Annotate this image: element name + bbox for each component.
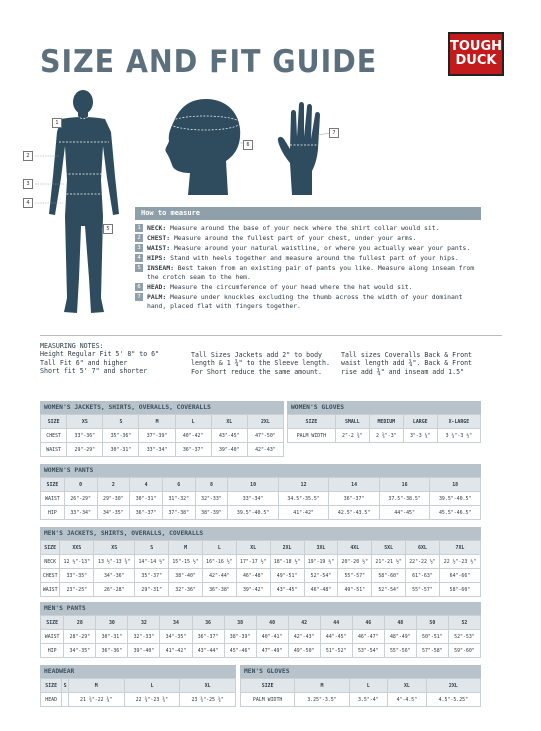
table-cell: 22 ½"-23 ½" bbox=[439, 555, 480, 569]
table-cell: 41"-42" bbox=[160, 644, 192, 658]
table-cell: 23"-25" bbox=[60, 583, 94, 597]
table-cell: L bbox=[124, 679, 180, 693]
table-cell: 37"-38" bbox=[162, 506, 195, 520]
table-cell: 2 bbox=[97, 478, 130, 492]
table-cell: 42"-43" bbox=[288, 630, 320, 644]
item-number: 6 bbox=[135, 283, 143, 291]
table-cell: 36"-37" bbox=[130, 506, 163, 520]
logo-line-1: TOUGH bbox=[450, 39, 503, 54]
table-cell: 0 bbox=[64, 478, 97, 492]
table-cell: 38 bbox=[224, 616, 256, 630]
table-cell: L bbox=[349, 679, 388, 693]
table-cell: 34"-35" bbox=[160, 630, 192, 644]
table-cell: 30"-31" bbox=[130, 492, 163, 506]
row-label-cell: CHEST bbox=[41, 569, 60, 583]
table-cell: 38"-39" bbox=[224, 630, 256, 644]
table-cell: 55"-56" bbox=[384, 644, 416, 658]
table-cell: 33"-34" bbox=[64, 506, 97, 520]
row-label-cell: WAIST bbox=[41, 630, 64, 644]
measuring-notes-col2 bbox=[191, 351, 341, 376]
table-cell: X-LARGE bbox=[437, 415, 480, 429]
measure-item-chest bbox=[135, 234, 485, 243]
mens-gloves-table bbox=[240, 678, 481, 707]
row-label-cell: HEAD bbox=[41, 693, 62, 707]
table-header-row bbox=[41, 541, 481, 555]
table-cell: 52"-54" bbox=[304, 569, 338, 583]
note-line: rise add ¾" and inseam add 1.5" bbox=[341, 367, 465, 376]
table-cell: M bbox=[295, 679, 349, 693]
how-to-measure-heading: How to measure bbox=[135, 207, 481, 220]
note-line: Short fit 5' 7" and shorter bbox=[40, 367, 148, 376]
table-cell: 4"-4.5" bbox=[388, 693, 427, 707]
row-label-cell: NECK bbox=[41, 555, 60, 569]
table-cell: 4XL bbox=[338, 541, 372, 555]
note-line: For Short reduce the same amount. bbox=[191, 367, 323, 376]
logo-line-2: DUCK bbox=[455, 53, 497, 68]
table-cell: 18 bbox=[430, 478, 481, 492]
table-cell: XL bbox=[180, 679, 236, 693]
measuring-notes-col1 bbox=[40, 342, 180, 376]
table-cell: 2 ¾"-3" bbox=[369, 429, 403, 443]
table-cell: 7XL bbox=[439, 541, 480, 555]
table-cell: 39.5"-40.5" bbox=[228, 506, 279, 520]
table-cell: 36"-37" bbox=[192, 630, 224, 644]
table-cell: 47"-50" bbox=[247, 429, 283, 443]
table-cell: 37.5"-38.5" bbox=[379, 492, 430, 506]
item-label: WAIST: bbox=[147, 244, 171, 253]
headwear-title: HEADWEAR bbox=[40, 665, 236, 678]
table-cell: 33"-34" bbox=[139, 443, 175, 457]
measure-item-head bbox=[135, 283, 485, 292]
note-line: waist length add ¾". Back & Front bbox=[341, 359, 473, 368]
table-cell: 23 ¾"-25 ¾" bbox=[180, 693, 236, 707]
item-text: Measure around the fullest part of your chest, under your arms. bbox=[173, 234, 417, 243]
table-header-row bbox=[288, 415, 481, 429]
table-cell: 35"-36" bbox=[103, 429, 139, 443]
table-cell: 6XL bbox=[406, 541, 440, 555]
table-cell: 39"-40" bbox=[211, 443, 247, 457]
table-cell: 16 bbox=[379, 478, 430, 492]
table-cell: M bbox=[68, 679, 124, 693]
table-cell: 16"-16 ½" bbox=[202, 555, 236, 569]
table-cell: 33"-36" bbox=[67, 429, 103, 443]
table-header-row bbox=[41, 679, 236, 693]
note-line: Height Regular Fit 5' 8" to 6" bbox=[40, 350, 160, 359]
note-line: Tall sizes Coveralls Back & Front bbox=[341, 351, 473, 359]
table-cell: L bbox=[175, 415, 211, 429]
row-label-cell: HIP bbox=[41, 644, 64, 658]
table-cell: 53"-54" bbox=[352, 644, 384, 658]
table-cell: 41"-42" bbox=[278, 506, 329, 520]
table-cell: 3"-3 ¼" bbox=[403, 429, 437, 443]
marker-7: 7 bbox=[329, 128, 339, 138]
table-cell: 39"-42" bbox=[236, 583, 270, 597]
table-cell: 39.5"-40.5" bbox=[430, 492, 481, 506]
measure-item-waist bbox=[135, 244, 485, 253]
row-label-cell: PALM WIDTH bbox=[241, 693, 295, 707]
table-cell: 22 ¾"-23 ¾" bbox=[124, 693, 180, 707]
table-cell: 52"-54" bbox=[372, 583, 406, 597]
table-cell: 40"-42" bbox=[175, 429, 211, 443]
table-cell: 28 bbox=[64, 616, 96, 630]
mens-pants-title: MEN'S PANTS bbox=[40, 602, 481, 615]
table-cell: SMALL bbox=[335, 415, 369, 429]
item-text: Measure around your natural waistline, or where you actually wear your pants. bbox=[173, 244, 471, 253]
table-cell: 29"-30" bbox=[97, 492, 130, 506]
table-cell: 3XL bbox=[304, 541, 338, 555]
table-cell: 21"-21 ½" bbox=[372, 555, 406, 569]
table-cell: 42"-44" bbox=[202, 569, 236, 583]
table-cell: 51"-52" bbox=[320, 644, 352, 658]
page-title: SIZE AND FIT GUIDE bbox=[40, 44, 378, 80]
table-cell: XL bbox=[236, 541, 270, 555]
table-cell: 34"-36" bbox=[94, 569, 135, 583]
table-cell: 42 bbox=[288, 616, 320, 630]
table-cell: 14"-14 ½" bbox=[135, 555, 169, 569]
item-number: 5 bbox=[135, 264, 143, 272]
measure-item-palm bbox=[135, 293, 485, 310]
table-cell: 26"-28" bbox=[94, 583, 135, 597]
measure-item-neck bbox=[135, 224, 485, 233]
table-cell: 33"-34" bbox=[228, 492, 279, 506]
table-cell: 3 ¼"-3 ½" bbox=[437, 429, 480, 443]
table-cell: 2XL bbox=[247, 415, 283, 429]
mens-pants-table bbox=[40, 615, 481, 658]
table-header-row bbox=[41, 616, 481, 630]
table-cell: 2"-2 ¾" bbox=[335, 429, 369, 443]
table-cell: 45"-46" bbox=[224, 644, 256, 658]
table-cell: 3.25"-3.5" bbox=[295, 693, 349, 707]
table-cell: 6 bbox=[162, 478, 195, 492]
note-line: length & 1 ¾" to the Sleeve length. bbox=[191, 359, 330, 368]
marker-6: 6 bbox=[243, 140, 253, 150]
marker-5: 5 bbox=[103, 224, 113, 234]
table-cell: 30"-31" bbox=[96, 630, 128, 644]
table-cell: 57"-58" bbox=[416, 644, 448, 658]
table-cell: 22"-22 ½" bbox=[406, 555, 440, 569]
row-label-cell: CHEST bbox=[41, 429, 67, 443]
table-cell: 18"-18 ½" bbox=[270, 555, 304, 569]
table-cell: 52 bbox=[448, 616, 480, 630]
table-row bbox=[41, 555, 481, 569]
table-cell: 10 bbox=[228, 478, 279, 492]
table-cell: XXS bbox=[60, 541, 94, 555]
head-figure bbox=[160, 95, 250, 200]
table-row bbox=[41, 644, 481, 658]
table-cell: 30 bbox=[96, 616, 128, 630]
item-text: Stand with heels together and measure around the fullest part of your hips. bbox=[170, 254, 459, 263]
measuring-notes-col3 bbox=[341, 351, 501, 376]
row-label-cell: SIZE bbox=[288, 415, 336, 429]
table-cell: 33"-35" bbox=[60, 569, 94, 583]
table-cell: 43"-44" bbox=[192, 644, 224, 658]
item-number: 7 bbox=[135, 293, 143, 301]
table-cell: 38"-40" bbox=[169, 569, 203, 583]
table-cell: LARGE bbox=[403, 415, 437, 429]
table-row bbox=[41, 492, 481, 506]
table-cell: 64"-66" bbox=[439, 569, 480, 583]
row-label-cell: SIZE bbox=[41, 616, 64, 630]
item-label: CHEST: bbox=[147, 234, 171, 243]
table-cell: 50"-51" bbox=[416, 630, 448, 644]
table-cell: 46"-47" bbox=[352, 630, 384, 644]
table-cell: XS bbox=[94, 541, 135, 555]
table-cell: 5XL bbox=[372, 541, 406, 555]
row-label-cell: PALM WIDTH bbox=[288, 429, 336, 443]
table-cell: 49"-51" bbox=[270, 569, 304, 583]
table-row bbox=[288, 429, 481, 443]
table-cell: 46"-48" bbox=[304, 583, 338, 597]
how-to-measure-list bbox=[135, 224, 485, 312]
table-cell: 46 bbox=[352, 616, 384, 630]
row-label-cell: SIZE bbox=[41, 478, 65, 492]
table-cell: 32"-36" bbox=[169, 583, 203, 597]
table-cell: 36"-37" bbox=[175, 443, 211, 457]
table-cell: 40 bbox=[256, 616, 288, 630]
table-cell bbox=[62, 693, 69, 707]
womens-pants-table bbox=[40, 477, 481, 520]
mens-jackets-title: MEN'S JACKETS, SHIRTS, OVERALLS, COVERALLS bbox=[40, 527, 481, 540]
table-cell: S bbox=[103, 415, 139, 429]
table-row bbox=[41, 569, 481, 583]
table-cell: 34 bbox=[160, 616, 192, 630]
item-text: Measure around the base of your neck where the shirt collar would sit. bbox=[170, 224, 440, 232]
table-row bbox=[41, 583, 481, 597]
item-text: Measure the circumference of your head where the hat would sit. bbox=[170, 283, 413, 292]
table-cell: 44"-45" bbox=[379, 506, 430, 520]
table-cell: 21 ¾"-22 ¾" bbox=[68, 693, 124, 707]
table-cell: 4 bbox=[130, 478, 163, 492]
table-cell: 34.5"-35.5" bbox=[278, 492, 329, 506]
brand-logo bbox=[448, 32, 504, 76]
item-text: Best taken from an existing pair of pants you like. Measure along inseam from the crotch seam to the hem. bbox=[147, 264, 475, 281]
table-cell: 52"-53" bbox=[448, 630, 480, 644]
table-cell: 34"-35" bbox=[97, 506, 130, 520]
table-row bbox=[41, 506, 481, 520]
table-cell: 36 bbox=[192, 616, 224, 630]
table-cell: 37"-39" bbox=[139, 429, 175, 443]
item-label: INSEAM: bbox=[147, 264, 174, 273]
item-number: 1 bbox=[135, 224, 143, 232]
table-cell: 2XL bbox=[270, 541, 304, 555]
row-label-cell: WAIST bbox=[41, 492, 65, 506]
marker-1: 1 bbox=[52, 118, 62, 128]
table-cell: 36"-36" bbox=[96, 644, 128, 658]
table-cell: 8 bbox=[195, 478, 228, 492]
item-text: Measure under knuckles excluding the thumb across the width of your dominant hand, placed flat with fingers together. bbox=[147, 293, 463, 310]
table-cell: 36"-37" bbox=[329, 492, 380, 506]
marker-4: 4 bbox=[23, 198, 33, 208]
item-label: NECK: bbox=[147, 224, 167, 232]
divider bbox=[40, 335, 502, 336]
table-cell: 59"-60" bbox=[448, 644, 480, 658]
table-cell: 42.5"-43.5" bbox=[329, 506, 380, 520]
row-label-cell: SIZE bbox=[41, 679, 62, 693]
table-cell: 40"-41" bbox=[256, 630, 288, 644]
table-cell: XS bbox=[67, 415, 103, 429]
womens-gloves-title: WOMEN'S GLOVES bbox=[287, 401, 481, 414]
table-cell: 49"-50" bbox=[288, 644, 320, 658]
table-cell: 14 bbox=[329, 478, 380, 492]
table-cell: 58"-60" bbox=[372, 569, 406, 583]
womens-pants-title: WOMEN'S PANTS bbox=[40, 464, 481, 477]
table-cell: 42"-43" bbox=[247, 443, 283, 457]
item-label: HEAD: bbox=[147, 283, 167, 292]
womens-jackets-table bbox=[40, 414, 284, 457]
table-cell: 32"-33" bbox=[128, 630, 160, 644]
hand-figure bbox=[275, 97, 335, 197]
table-cell: 32"-33" bbox=[195, 492, 228, 506]
row-label-cell: SIZE bbox=[41, 415, 67, 429]
table-cell: XL bbox=[211, 415, 247, 429]
table-row bbox=[41, 693, 236, 707]
table-cell: 61"-63" bbox=[406, 569, 440, 583]
table-cell: 44 bbox=[320, 616, 352, 630]
item-number: 4 bbox=[135, 254, 143, 262]
table-cell: MEDIUM bbox=[369, 415, 403, 429]
table-cell: 45.5"-46.5" bbox=[430, 506, 481, 520]
item-label: PALM: bbox=[147, 293, 167, 302]
table-row bbox=[241, 693, 481, 707]
row-label-cell: WAIST bbox=[41, 583, 60, 597]
table-cell: 12 bbox=[278, 478, 329, 492]
table-header-row bbox=[41, 415, 284, 429]
table-cell: 19"-19 ½" bbox=[304, 555, 338, 569]
table-cell: 13 ½"-13 ¾" bbox=[94, 555, 135, 569]
row-label-cell: SIZE bbox=[241, 679, 295, 693]
table-cell: 34"-35" bbox=[64, 644, 96, 658]
table-cell: 30"-31" bbox=[103, 443, 139, 457]
item-number: 2 bbox=[135, 234, 143, 242]
table-header-row bbox=[41, 478, 481, 492]
table-cell: 3.5"-4" bbox=[349, 693, 388, 707]
table-cell: 35"-37" bbox=[135, 569, 169, 583]
mens-jackets-table bbox=[40, 540, 481, 597]
table-cell: 58"-60" bbox=[439, 583, 480, 597]
table-cell: 47"-49" bbox=[256, 644, 288, 658]
table-cell: 50 bbox=[416, 616, 448, 630]
table-cell: 4.5"-5.25" bbox=[426, 693, 480, 707]
table-cell: 29"-29" bbox=[67, 443, 103, 457]
row-label-cell: HIP bbox=[41, 506, 65, 520]
table-cell: S bbox=[62, 679, 69, 693]
notes-heading: MEASURING NOTES: bbox=[40, 342, 104, 350]
table-cell: 48 bbox=[384, 616, 416, 630]
table-row bbox=[41, 630, 481, 644]
table-cell: S bbox=[135, 541, 169, 555]
measure-item-hips bbox=[135, 254, 485, 263]
table-cell: 17"-17 ½" bbox=[236, 555, 270, 569]
table-cell: 20"-20 ½" bbox=[338, 555, 372, 569]
table-cell: 48"-49" bbox=[384, 630, 416, 644]
table-cell: M bbox=[139, 415, 175, 429]
table-cell: 26"-29" bbox=[64, 492, 97, 506]
table-cell: 38"-39" bbox=[195, 506, 228, 520]
row-label-cell: WAIST bbox=[41, 443, 67, 457]
table-cell: 31"-32" bbox=[162, 492, 195, 506]
note-line: Tall Fit 6" and higher bbox=[40, 358, 128, 367]
table-cell: 2XL bbox=[426, 679, 480, 693]
table-cell: 55"-57" bbox=[406, 583, 440, 597]
body-figure bbox=[35, 88, 135, 320]
table-cell: 29"-31" bbox=[135, 583, 169, 597]
note-line: Tall Sizes Jackets add 2" to body bbox=[191, 351, 323, 359]
marker-2: 2 bbox=[23, 151, 33, 161]
table-cell: 36"-38" bbox=[202, 583, 236, 597]
row-label-cell: SIZE bbox=[41, 541, 60, 555]
table-cell: 12 ½"-13" bbox=[60, 555, 94, 569]
marker-3: 3 bbox=[23, 179, 33, 189]
measure-item-inseam bbox=[135, 264, 485, 281]
table-header-row bbox=[241, 679, 481, 693]
table-cell: 46"-48" bbox=[236, 569, 270, 583]
table-cell: 44"-45" bbox=[320, 630, 352, 644]
table-cell: 39"-40" bbox=[128, 644, 160, 658]
table-cell: 32 bbox=[128, 616, 160, 630]
table-cell: 43"-45" bbox=[211, 429, 247, 443]
table-cell: XL bbox=[388, 679, 427, 693]
table-cell: 28"-29" bbox=[64, 630, 96, 644]
table-cell: M bbox=[169, 541, 203, 555]
item-label: HIPS: bbox=[147, 254, 167, 263]
table-cell: 15"-15 ½" bbox=[169, 555, 203, 569]
table-cell: L bbox=[202, 541, 236, 555]
table-cell: 49"-51" bbox=[338, 583, 372, 597]
table-row bbox=[41, 429, 284, 443]
table-row bbox=[41, 443, 284, 457]
item-number: 3 bbox=[135, 244, 143, 252]
womens-jackets-title: WOMEN'S JACKETS, SHIRTS, OVERALLS, COVERALLS bbox=[40, 401, 284, 414]
mens-gloves-title: MEN'S GLOVES bbox=[240, 665, 481, 678]
headwear-table bbox=[40, 678, 236, 707]
table-cell: 55"-57" bbox=[338, 569, 372, 583]
table-cell: 43"-45" bbox=[270, 583, 304, 597]
womens-gloves-table bbox=[287, 414, 481, 443]
